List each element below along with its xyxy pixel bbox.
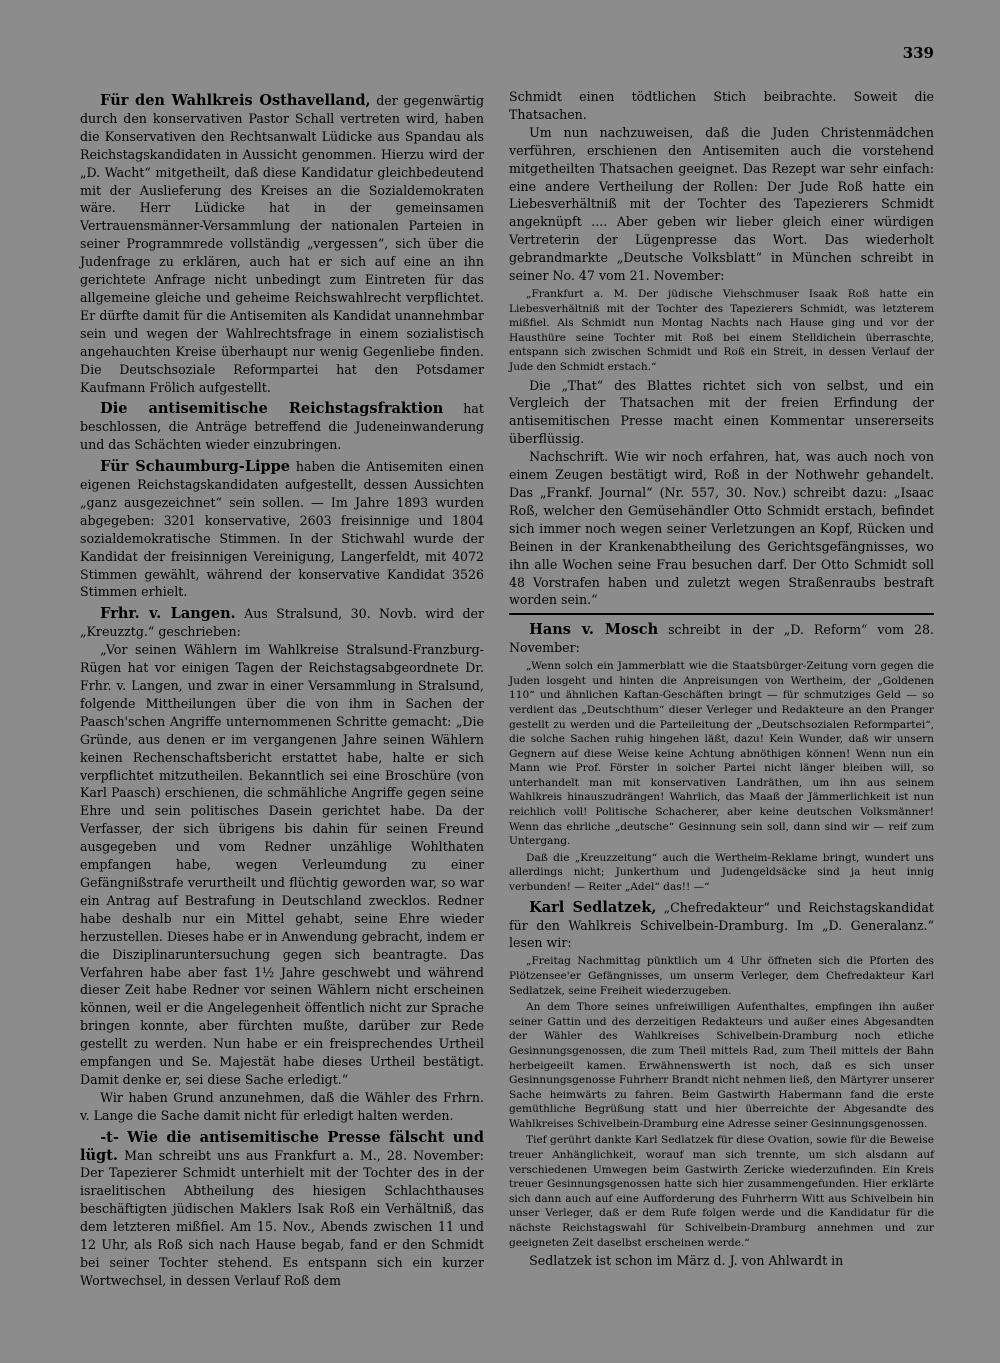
body-paragraph [509,1252,934,1270]
body-paragraph [509,88,934,124]
quoted-paragraph [509,1133,934,1250]
article-text: Daß die „Kreuzzeitung“ auch die Wertheim-Reklame bringt, wundert uns allerdings nicht; Junkerthum und Judengeldsäcke sind ja heut innig verbunden! — Reiter „Adel“ das!! —“ [509,851,934,894]
quoted-paragraph [509,851,934,895]
article-paragraph [80,92,484,396]
article-heading: Für Schaumburg-Lippe [100,458,291,476]
article-text: Man schreibt uns aus Frankfurt a. M., 28. November: Der Tapezierer Schmidt unterhielt mit der Tochter des in der israelitischen Abtheilung des hiesigen Schlachthauses beschäftigten jüdischen Maklers Isak Roß ein Verhältniß, das dem letzteren mißfiel. Am 15. Nov., Abends zwischen 11 und 12 Uhr, als Roß sich nach Hause begab, fand er den Schmidt bei seiner Tochter stehend. Es entspann sich ein kurzer Wortwechsel, in dessen Verlauf Roß dem [80,1147,484,1288]
quoted-paragraph [509,954,934,998]
article-paragraph [509,621,934,657]
article-paragraph [80,458,484,601]
left-column [80,88,484,1290]
page-number: 339 [902,44,934,62]
article-text: „Wenn solch ein Jammerblatt wie die Staatsbürger-Zeitung vorn gegen die Juden losgeht und hinten die Anpreisungen von Wertheim, der „Goldenen 110“ und ähnlichen Kaftan-Geschäften bringt — für schmutziges Geld — so verdient das „Deutschthum“ dieser Verleger und Redakteure an den Pranger gestellt zu werden und die Parteileitung der „Deutschsozialen Reformpartei“, die solche Sachen ruhig hingehen läßt, dazu! Kein Wunder, daß wir unsern Gegnern auf diese Weise keine Achtung abnöthigen können! Wenn nun ein Mann wie Prof. Förster in solcher Partei nicht länger bleiben will, so unterhandelt man mit konservativen Landräthen, um ihn aus seinem Wahlkreis hinauszudrängen! Wahrlich, das Maaß der Jämmerlichkeit ist nun reichlich voll! Politische Schacherer, aber keine deutschen Volksmänner! Wenn das ehrliche „deutsche“ Gesinnung sein soll, dann sind wir — reif zum Untergang. [509,660,934,848]
article-heading: Für den Wahlkreis Osthavelland, [100,92,371,109]
article-heading: Hans v. Mosch [529,621,659,639]
article-text: „Frankfurt a. M. Der jüdische Viehschmuser Isaak Roß hatte ein Liebesverhältniß mit der Tochter des Tapezierers Schmidt, was letzterem mißfiel. Als Schmidt nun Montag Nachts nach Hause ging und vor der Hausthüre seine Tochter mit Roß bei einem Stelldichein überraschte, entspann sich zwischen Schmidt und Roß ein Streit, in dessen Verlauf der Jude den Schmidt erstach.“ [509,287,934,373]
article-heading: -t- Wie die antisemitische Presse fälscht und lügt. [80,1128,484,1164]
article-text: An dem Thore seines unfreiwilligen Aufenthaltes, empfingen ihn außer seiner Gattin und des derzeitigen Redakteurs und außer eines Abgesandten der Wähler des Wahlkreises Schivelbein-Dramburg noch etliche Gesinnungsgenossen, die zum Theil mittels Rad, zum Theil mittels der Bahn herbeigeeilt kamen. Erwähnenswerth ist noch, daß es sich unser Gesinnungsgenosse Fuhrherr Brandt nicht nehmen ließ, den Märtyrer unserer Sache heimwärts zu fahren. Beim Gastwirth Habermann fand die erste gemüthliche Begrüßung statt und hier überreichte der Abgesandte des Wahlkreises Schivelbein-Dramburg eine Adresse seiner Gesinnungsgenossen. [509,1001,934,1130]
quoted-paragraph [509,659,934,849]
quoted-paragraph [509,287,934,375]
body-paragraph [509,377,934,449]
article-text: „Chefredakteur“ und Reichstagskandidat für den Wahlkreis Schivelbein-Dramburg. Im „D. Generalanz.“ lesen wir: [509,899,934,951]
article-paragraph [509,899,934,953]
article-text: Aus Stralsund, 30. Novb. wird der „Kreuzztg.“ geschrieben: [80,606,484,640]
article-text: Sedlatzek ist schon im März d. J. von Ahlwardt in [529,1253,844,1269]
article-text: Die „That“ des Blattes richtet sich von selbst, und ein Vergleich der Thatsachen mit der freien Erfindung der antisemitischen Presse macht einen Kommentar unsererseits überflüssig. [509,377,934,447]
article-text: der gegenwärtig durch den konservativen Pastor Schall vertreten wird, haben die Konservativen den Rechtsanwalt Lüdicke aus Spandau als Reichstagskandidaten in Aussicht genommen. Hierzu wird der „D. Wacht“ mitgetheilt, daß diese Kandidatur gleichbedeutend mit der Auslieferung des Kreises an die Sozialdemokraten wäre. Herr Lüdicke hat in der gemeinsamen Vertrauensmänner-Versammlung der nationalen Parteien in seiner Programmrede vollständig „vergessen“, sich über die Judenfrage zu erklären, auch hat er sich auf eine an ihn gerichtete Anfrage nicht unbedingt zum Eintreten für das allgemeine gleiche und geheime Reichswahlrecht verpflichtet. Er dürfte damit für die Antisemiten als Kandidat unannehmbar sein und wegen der Wahlrechtsfrage in einem sozialistisch angehauchten Kreise überhaupt nur wenig Gegenliebe finden. Die Deutschsoziale Reformpartei hat den Potsdamer Kaufmann Frölich aufgestellt. [80,93,485,395]
body-paragraph [80,1089,484,1125]
article-paragraph [80,400,484,454]
right-column [509,88,934,1270]
section-divider [509,613,934,615]
body-paragraph [509,124,934,285]
article-text: Wir haben Grund anzunehmen, daß die Wähler des Frhrn. v. Lange die Sache damit nicht für erledigt halten werden. [80,1089,484,1123]
article-text: Um nun nachzuweisen, daß die Juden Christenmädchen verführen, erschienen den Antisemiten auch die vorstehend mitgetheilten Thatsachen geeignet. Das Rezept war sehr einfach: eine andere Vertheilung der Rollen: Der Jude Roß hatte ein Liebesverhältniß mit der Tochter des Tapezierers Schmidt angeknüpft .... Aber geben wir lieber gleich einer würdigen Vertreterin der Lügenpresse das Wort. Das wiederholt gebrandmarkte „Deutsche Volksblatt“ in München schreibt in seiner No. 47 vom 21. November: [509,124,934,284]
article-text: Nachschrift. Wie wir noch erfahren, hat, was auch noch von einem Zeugen bestätigt wird, Roß in der Nothwehr gehandelt. Das „Frankf. Journal“ (Nr. 557, 30. Nov.) schreibt dazu: „Isaac Roß, welcher den Gemüsehändler Otto Schmidt erstach, befindet sich immer noch wegen seiner Verletzungen an Kopf, Rücken und Beinen in der Krankenabtheilung des Gerichtsgefängnisses, wo ihn alle Wochen seine Frau besuchen darf. Der Otto Schmidt soll 48 Vorstrafen haben und zuletzt wegen Straßenraubs bestraft worden sein.“ [509,449,934,608]
article-text: hat beschlossen, die Anträge betreffend die Judeneinwanderung und das Schächten wieder einzubringen. [80,401,484,453]
article-text: haben die Antisemiten einen eigenen Reichstagskandidaten aufgestellt, dessen Aussichten „ganz ausgezeichnet“ sein sollen. — Im Jahre 1893 wurden abgegeben: 3201 konservative, 2603 freisinnige und 1804 sozialdemokratische Stimmen. In der Stichwahl wurde der Kandidat der freisinnigen Vereinigung, Langerfeldt, mit 4072 Stimmen gewählt, während der konservative Kandidat 3526 Stimmen erhielt. [80,459,485,600]
article-heading: Die antisemitische Reichstagsfraktion [100,400,444,418]
body-paragraph [509,448,934,609]
article-text: Schmidt einen tödtlichen Stich beibrachte. Soweit die Thatsachen. [509,89,934,122]
quoted-paragraph [509,1000,934,1131]
body-paragraph [80,641,484,1089]
article-text: Tief gerührt dankte Karl Sedlatzek für diese Ovation, sowie für die Beweise treuer Anhänglichkeit, worauf man sich trennte, um sich alsdann auf verschiedenen Umwegen beim Gastwirth Zericke wiederzufinden. Ein Kreis treuer Gesinnungsgenossen hatte sich hier zusammengefunden. Hier erklärte sich dann auch auf eine Aufforderung des Fuhrherrn Witt aus Schivelbein hin unser Verleger, daß er dem Rufe folgen werde und die Kandidatur für die nächste Reichstagswahl für Schivelbein-Dramburg annehmen und zur geeigneten Zeit daselbst erscheinen werde.“ [509,1134,934,1249]
article-heading: Frhr. v. Langen. [100,605,236,623]
article-text: „Vor seinen Wählern im Wahlkreise Stralsund-Franzburg-Rügen hat vor einigen Tagen der Reichstagsabgeordnete Dr. Frhr. v. Langen, und zwar in einer Versammlung in Stralsund, folgende Mittheilungen über die von ihm in Sachen der Paasch'schen Angriffe unternommenen Schritte gemacht: „Die Gründe, aus denen er im vergangenen Jahre seinen Wählern keinen Rechenschaftsbericht erstattet habe, halte er sich verpflichtet mitzutheilen. Bekanntlich sei eine Broschüre (von Karl Paasch) erschienen, die schmähliche Angriffe gegen seine Ehre und sein politisches Dasein gerichtet habe. Da der Verfasser, der sich übrigens bis dahin für seinen Freund ausgegeben und vom Redner unzählige Wohlthaten empfangen habe, wegen Verleumdung zu einer Gefängnißstrafe verurtheilt und flüchtig geworden war, so war ein Antrag auf Bestrafung in Deutschland zwecklos. Redner habe deshalb nur ein Mittel gehabt, seine Ehre wieder herzustellen. Dieses habe er in Anwendung gebracht, indem er die Disziplinaruntersuchung gegen sich beantragte. Das Verfahren habe aber fast 1½ Jahre geschwebt und während dieser Zeit habe Redner vor seinen Wählern nicht erscheinen können, weil er die Angelegenheit öffentlich nicht zur Sprache bringen konnte, aber fürchten mußte, darüber zur Rede gestellt zu werden. Nun habe er ein freisprechendes Urtheil empfangen und Se. Majestät habe dieses Urtheil bestätigt. Damit denke er, sei diese Sache erledigt.“ [80,642,484,1087]
article-text: schreibt in der „D. Reform“ vom 28. November: [509,622,934,656]
article-paragraph [80,1129,484,1290]
article-paragraph [80,605,484,641]
article-text: „Freitag Nachmittag pünktlich um 4 Uhr öffneten sich die Pforten des Plötzensee'er Gefängnisses, um unserm Verleger, dem Chefredakteur Karl Sedlatzek, seine Freiheit wiederzugeben. [509,955,934,997]
article-heading: Karl Sedlatzek, [529,898,657,916]
